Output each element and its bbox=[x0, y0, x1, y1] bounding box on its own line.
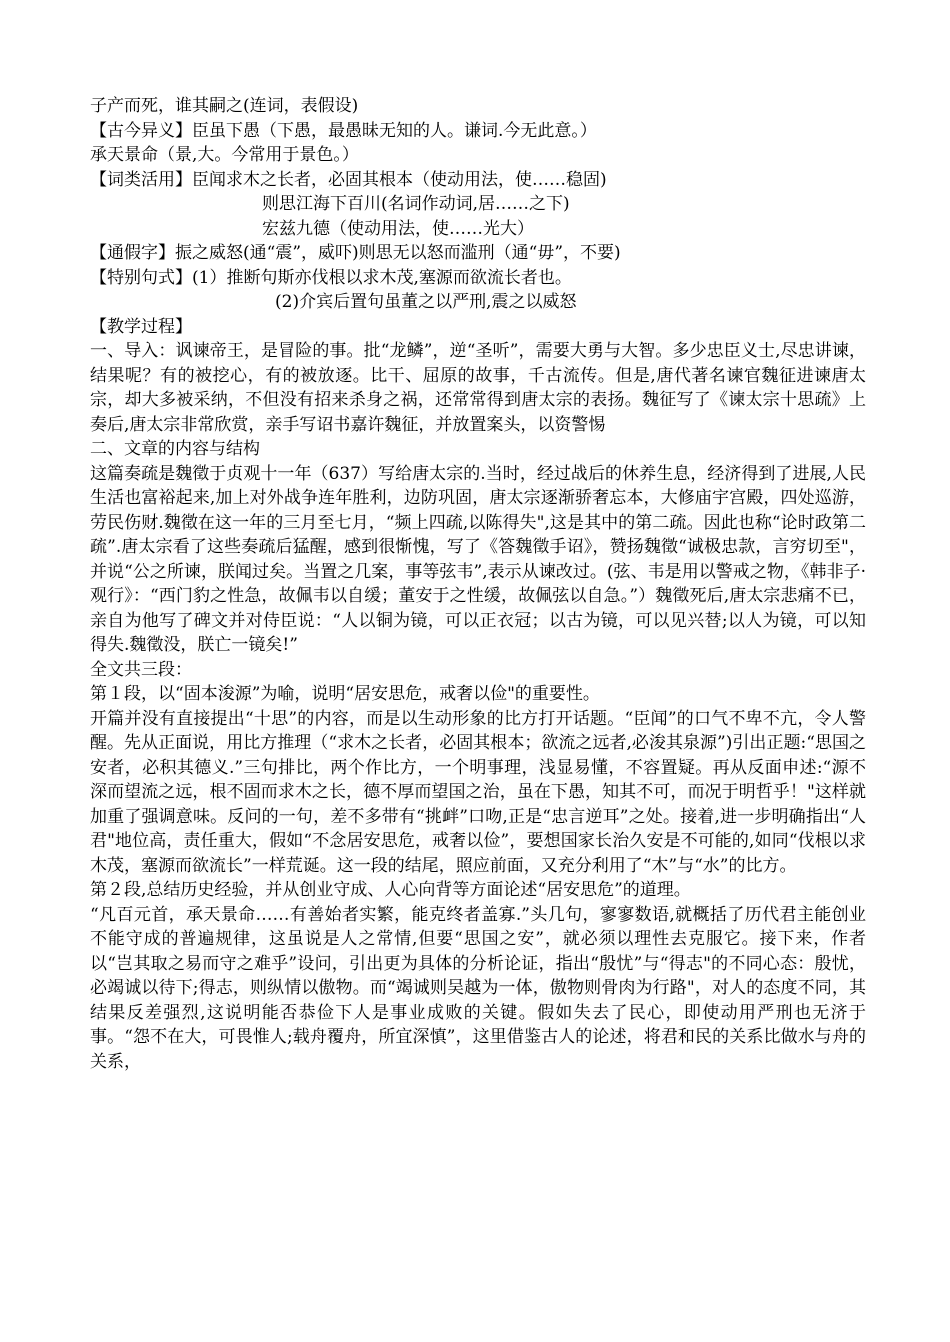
section-two-paragraph: 这篇奏疏是魏徵于贞观十一年（637）写给唐太宗的.当时，经过战后的休养生息，经济得到了进展,人民生活也富裕起来,加上对外战争连年胜利，边防巩固，唐太宗逐渐骄奢忘本，大修庙宇宫殿，四处巡游，劳民伤财.魏徵在这一年的三月至七月，“频上四疏,以陈得失",这是其中的第二疏。因此也称“论时政第二疏”.唐太宗看了这些奏疏后猛醒，感到很惭愧，写了《答魏徵手诏》，赞扬魏徵“诚极忠款，言穷切至"，并说“公之所谏，朕闻过矣。当置之几案，事等弦韦”,表示从谏改过。(弦、韦是用以警戒之物，《韩非子·观行》：“西门豹之性急，故佩韦以自缓；董安于之性缓，故佩弦以自急。”）魏徵死后,唐太宗悲痛不已，亲自为他写了碑文并对侍臣说：“人以铜为镜，可以正衣冠；以古为镜，可以见兴替;以人为镜，可以知得失.魏徵没，朕亡一镜矣!” bbox=[90, 463, 866, 655]
teaching-process-heading: 【教学过程】 bbox=[90, 316, 192, 337]
note-conjunction: 子产而死，谁其嗣之(连词，表假设) bbox=[90, 96, 359, 116]
paragraph-one-title: 第１段，以“固本浚源”为喻，说明“居安思危，戒奢以俭"的重要性。 bbox=[90, 684, 600, 704]
paragraph-two-analysis: “凡百元首，承天景命……有善始者实繁，能克终者盖寡.”头几句，寥寥数语,就概括了历代君主能创业不能守成的普遍规律，这虽说是人之常情,但要“思国之安”，就必须以理性去克服它。接下来，作者以“岂其取之易而守之难乎”设问，引出更为具体的分析论证，指出“殷忧”与“得志"的不同心态：殷忧，必竭诚以待下;得志，则纵情以傲物。而“竭诚则吴越为一体，傲物则骨肉为行路"，对人的态度不同，其结果反差强烈,这说明能否恭俭下人是事业成败的关键。假如失去了民心，即使动用严刑也无济于事。“怨不在大，可畏惟人;载舟覆舟，所宜深慎”，这里借鉴古人的论述，将君和民的关系比做水与舟的关系， bbox=[90, 904, 866, 1072]
note-special-sentence-2: (2)介宾后置句虽董之以严刑,震之以威怒 bbox=[275, 292, 577, 312]
paragraph-one-analysis: 开篇并没有直接提出“十思”的内容，而是以生动形象的比方打开话题。“臣闻”的口气不卑不亢，令人警醒。先从正面说，用比方推理（“求木之长者，必固其根本；欲流之远者,必浚其泉源”)引出正题:“思国之安者，必积其德义.”三句排比，两个作比方，一个明事理，浅显易懂，不容置疑。再从反面申述:“源不深而望流之远，根不固而求木之长，德不厚而望国之治，虽在下愚，知其不可，而况于明哲乎！"这样就加重了强调意味。反问的一句，差不多带有“挑衅”口吻,正是“忠言逆耳”之处。接着,进一步明确指出“人君"地位高，责任重大，假如“不念居安思危，戒奢以俭”，要想国家长治久安是不可能的,如同“伐根以求木茂，塞源而欲流长”一样荒诞。这一段的结尾，照应前面，又充分利用了“木”与“水”的比方。 bbox=[90, 708, 866, 876]
note-word-class-2: 则思江海下百川(名词作动词,居……之下) bbox=[262, 194, 570, 214]
note-ancient-modern-meaning-1: 【古今异义】臣虽下愚（下愚，最愚昧无知的人。谦词.今无此意。） bbox=[90, 120, 597, 141]
section-two-title: 二、文章的内容与结构 bbox=[90, 439, 260, 459]
note-interchangeable-chars: 【通假字】振之威怒(通“震”，威吓)则思无以怒而滥刑（通“毋”，不要) bbox=[90, 243, 621, 263]
note-word-class-1: 【词类活用】臣闻求木之长者，必固其根本（使动用法，使……稳固) bbox=[90, 169, 607, 190]
paragraph-two-title: 第２段,总结历史经验，并从创业守成、人心向背等方面论述“居安思危”的道理。 bbox=[90, 880, 691, 900]
note-ancient-modern-meaning-2: 承天景命（景,大。今常用于景色。） bbox=[90, 145, 359, 165]
note-word-class-3: 宏兹九德（使动用法，使……光大） bbox=[262, 218, 534, 239]
note-special-sentence-1: 【特别句式】(1）推断句斯亦伐根以求木茂,塞源而欲流长者也。 bbox=[90, 267, 572, 288]
introduction-paragraph: 一、导入：讽谏帝王，是冒险的事。批“龙鳞”，逆“圣听”，需要大勇与大智。多少忠臣义士,尽忠讲谏，结果呢？有的被挖心，有的被放逐。比干、屈原的故事，千古流传。但是,唐代著名谏官魏征进谏唐太宗，却大多被采纳，不但没有招来杀身之祸，还常常得到唐太宗的表扬。魏征写了《谏太宗十思疏》上奏后,唐太宗非常欣赏，亲手写诏书嘉许魏征，并放置案头，以资警惕 bbox=[90, 341, 866, 435]
structure-intro: 全文共三段： bbox=[90, 659, 192, 680]
document-body bbox=[90, 94, 866, 1074]
